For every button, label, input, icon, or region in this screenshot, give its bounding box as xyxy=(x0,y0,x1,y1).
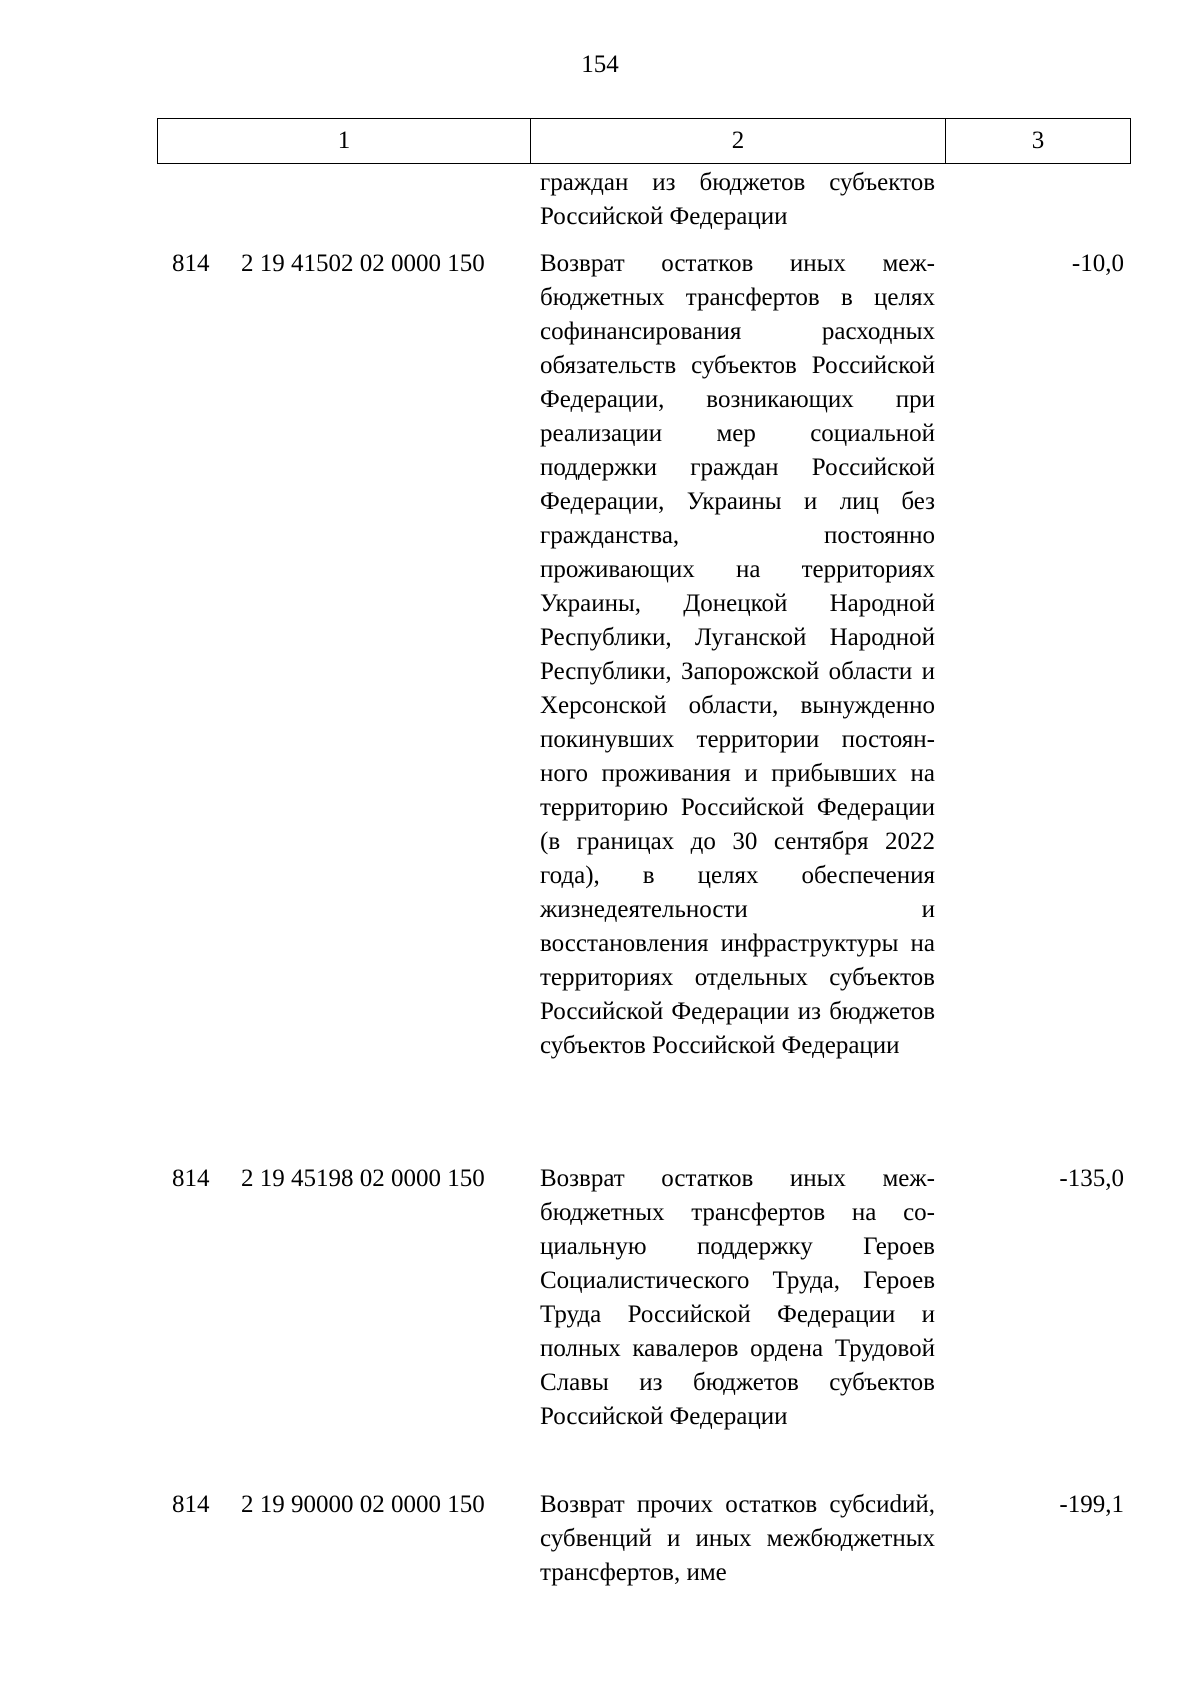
row-description: Возврат остатков иных межбюджетных трансфертов в целях софинансирования расходных обязательств субъектов Российской Федерации, возникающих при реализации мер социальной поддержки граждан Российской Федерации, Украины и лиц без гражданства, постоянно проживающих на территориях Украины, Донецкой Народной Республики, Луганской Народной Республики, Запорожской области и Херсонской области, вынужденно покинувших территории постоянного проживания и прибывших на территорию Российской Федерации (в границах до 30 сентября 2022 года), в целях обеспечения жизнедеятельности и восстановления инфраструктуры на территориях отдельных субъектов Российской Федерации из бюджетов субъектов Российской Федерации xyxy=(540,250,935,1059)
table-header-row xyxy=(157,118,1131,164)
header-cell-3: 3 xyxy=(1031,127,1045,154)
budget-classification-code: 2 19 45198 02 0000 150 xyxy=(241,1165,485,1192)
page-number: 154 xyxy=(581,51,619,78)
admin-code: 814 xyxy=(172,1165,210,1192)
row-description: Возврат прочих остатков субсиdий, субвенций и иных межбюджетных трансфертов, име xyxy=(540,1491,935,1586)
row-amount: -135,0 xyxy=(1059,1165,1124,1192)
header-cell-1: 1 xyxy=(158,119,531,163)
budget-classification-code: 2 19 41502 02 0000 150 xyxy=(241,250,485,277)
header-cell-2: 2 xyxy=(531,119,946,163)
row-description: Возврат остатков иных межбюджетных трансфертов на социальную поддержку Героев Социалистического Труда, Героев Труда Российской Федерации и полных кавалеров ордена Трудовой Славы из бюджетов субъектов Российской Федерации xyxy=(540,1165,935,1430)
row-amount: -199,1 xyxy=(1059,1491,1124,1518)
admin-code: 814 xyxy=(172,1491,210,1518)
row-amount: -10,0 xyxy=(1071,250,1124,277)
continuation-description: граждан из бюджетов субъектов Российской Федерации xyxy=(540,169,935,230)
budget-classification-code: 2 19 90000 02 0000 150 xyxy=(241,1491,485,1518)
admin-code: 814 xyxy=(172,250,210,277)
